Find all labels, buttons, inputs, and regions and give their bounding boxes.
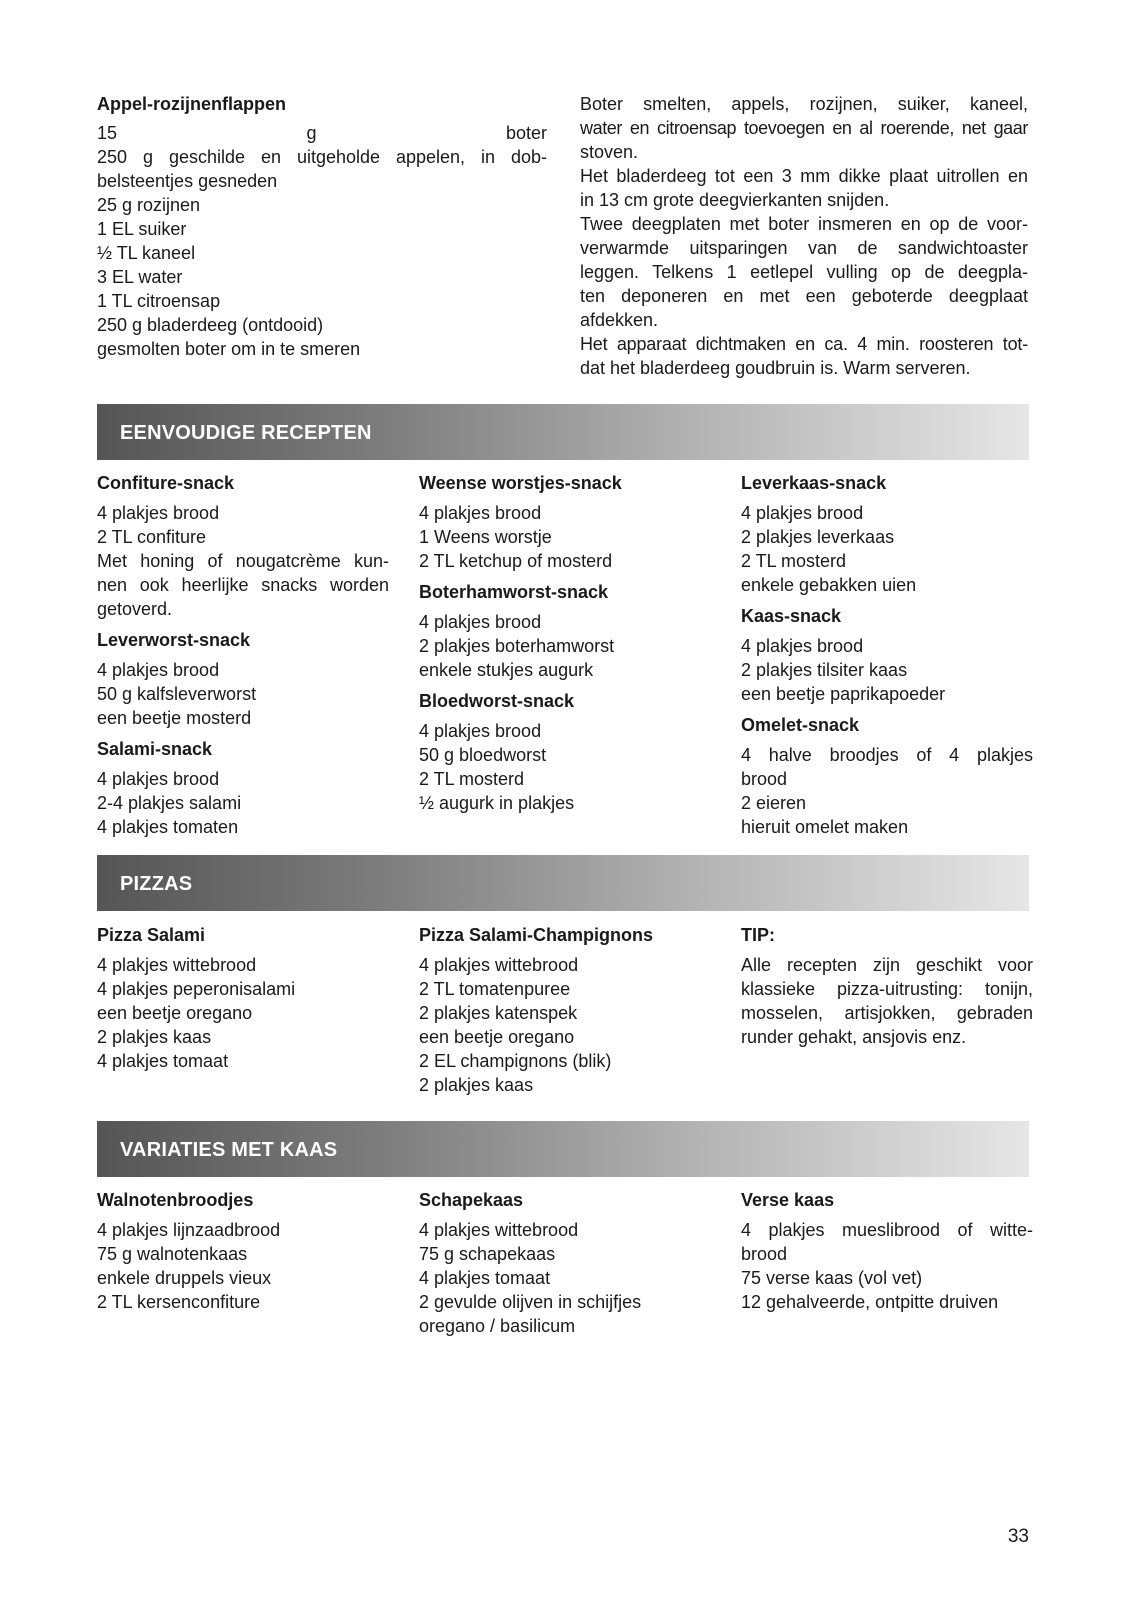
tip-line: Alle recepten zijn geschikt voor [741, 955, 1033, 975]
ingredient-line: enkele stukjes augurk [419, 660, 594, 680]
ingredient-line: 4 plakjes brood [419, 612, 542, 632]
recipe-title: Bloedworst-snack [419, 691, 575, 711]
ingredient-line: 2 plakjes katenspek [419, 1003, 578, 1023]
instruction-line: in 13 cm grote deegvierkanten snijden. [580, 190, 890, 210]
recipe-title: Weense worstjes-snack [419, 473, 622, 493]
recipe-title: Kaas-snack [741, 606, 842, 626]
instruction-line: afdekken. [580, 310, 659, 330]
ingredient-line: 4 plakjes brood [97, 660, 220, 680]
recipe-column-2 [419, 471, 711, 822]
section-heading: EENVOUDIGE RECEPTEN [120, 422, 372, 444]
recipe-kaas-snack [741, 604, 1033, 706]
section-heading: PIZZAS [120, 873, 193, 895]
ingredient-line: 4 plakjes tomaat [97, 1051, 229, 1071]
recipe-bloedworst-snack [419, 689, 711, 815]
instruction-line: water en citroensap toevoegen en al roerende, net gaar [580, 118, 1028, 138]
ingredient-line: 2 TL mosterd [741, 551, 847, 571]
ingredient-line: 2 plakjes kaas [97, 1027, 212, 1047]
ingredient-line: 4 plakjes lijnzaadbrood [97, 1220, 281, 1240]
ingredient-line: 1 EL suiker [97, 219, 187, 239]
ingredient-line: 2 plakjes kaas [419, 1075, 534, 1095]
ingredient-line: gesmolten boter om in te smeren [97, 339, 361, 359]
recipe-title: Confiture-snack [97, 473, 235, 493]
ingredient-line: 1 Weens worstje [419, 527, 552, 547]
ingredient-line: enkele gebakken uien [741, 575, 917, 595]
ingredient-line: 4 plakjes brood [419, 503, 542, 523]
recipe-pizza-salami [97, 923, 389, 1073]
instruction-line: Twee deegplaten met boter insmeren en op de voor- [580, 214, 1028, 234]
instruction-line: Boter smelten, appels, rozijnen, suiker, kaneel, [580, 94, 1028, 114]
ingredient-line: 2-4 plakjes salami [97, 793, 242, 813]
ingredient-line: 50 g bloedworst [419, 745, 547, 765]
ingredient-line: een beetje oregano [97, 1003, 253, 1023]
ingredient-line: brood [741, 1244, 788, 1264]
ingredient-line: 4 plakjes tomaten [97, 817, 239, 837]
recipe-title: Schapekaas [419, 1190, 524, 1210]
recipe-title: Walnotenbroodjes [97, 1190, 254, 1210]
instruction-line: ten deponeren en met een geboterde deegplaat [580, 286, 1028, 306]
recipe-column-3 [741, 1188, 1033, 1321]
ingredient-line: 2 eieren [741, 793, 807, 813]
ingredient-line: 4 plakjes wittebrood [419, 1220, 579, 1240]
recipe-leverkaas-snack [741, 471, 1033, 597]
recipe-leverworst-snack [97, 628, 389, 730]
recipe-title: Leverworst-snack [97, 630, 251, 650]
ingredient-line: 4 plakjes brood [741, 503, 864, 523]
recipe-salami-snack [97, 737, 389, 839]
section-header-pizzas [97, 855, 1029, 911]
ingredient-line: 4 plakjes peperonisalami [97, 979, 296, 999]
recipe-title: Leverkaas-snack [741, 473, 887, 493]
ingredient-line: enkele druppels vieux [97, 1268, 272, 1288]
recipe-verse-kaas [741, 1188, 1033, 1314]
ingredient-line: 2 TL ketchup of mosterd [419, 551, 613, 571]
ingredient-line: 50 g kalfsleverworst [97, 684, 257, 704]
ingredient-line: 2 TL mosterd [419, 769, 525, 789]
ingredient-line: 4 plakjes brood [741, 636, 864, 656]
ingredient-line: 4 halve broodjes of 4 plakjes [741, 745, 1033, 765]
recipe-column-2 [419, 1188, 711, 1345]
ingredient-line: Met honing of nougatcrème kun- [97, 551, 389, 571]
ingredient-line: 3 EL water [97, 267, 183, 287]
instruction-line: Het bladerdeeg tot een 3 mm dikke plaat uitrollen en [580, 166, 1028, 186]
recipe-confiture-snack [97, 471, 389, 621]
recipe-weense-worstjes-snack [419, 471, 711, 573]
recipe-title: Pizza Salami [97, 925, 206, 945]
ingredient-line: 25 g rozijnen [97, 195, 201, 215]
ingredient-line: belsteentjes gesneden [97, 171, 278, 191]
tip-column [741, 923, 1033, 1056]
section-header-variaties-met-kaas [97, 1121, 1029, 1177]
tip-line: klassieke pizza-uitrusting: tonijn, [741, 979, 1033, 999]
recipe-column-1 [97, 471, 389, 846]
ingredient-line: 75 g schapekaas [419, 1244, 556, 1264]
instruction-line: leggen. Telkens 1 eetlepel vulling op de deegpla- [580, 262, 1028, 282]
ingredient-line: 4 plakjes mueslibrood of witte- [741, 1220, 1033, 1240]
intro-ingredients-block [97, 92, 547, 361]
recipe-walnotenbroodjes [97, 1188, 389, 1314]
ingredient-line: 4 plakjes brood [97, 769, 220, 789]
ingredient-line: 2 EL champignons (blik) [419, 1051, 612, 1071]
tip-title: TIP: [741, 925, 775, 945]
ingredient-line: een beetje oregano [419, 1027, 575, 1047]
ingredient-line: brood [741, 769, 788, 789]
recipe-omelet-snack [741, 713, 1033, 839]
ingredient-line: 2 TL kersenconfiture [97, 1292, 261, 1312]
instruction-line: dat het bladerdeeg goudbruin is. Warm serveren. [580, 358, 971, 378]
recipe-title: Verse kaas [741, 1190, 835, 1210]
tip-line: runder gehakt, ansjovis enz. [741, 1027, 967, 1047]
ingredient-line: een beetje mosterd [97, 708, 252, 728]
instruction-line: stoven. [580, 142, 639, 162]
ingredient-line: oregano / basilicum [419, 1316, 576, 1336]
ingredient-line: 4 plakjes wittebrood [97, 955, 257, 975]
tip-line: mosselen, artisjokken, gebraden [741, 1003, 1033, 1023]
recipe-column-2 [419, 923, 711, 1104]
ingredient-line: 2 plakjes leverkaas [741, 527, 895, 547]
ingredient-line: 2 TL confiture [97, 527, 207, 547]
ingredient-line: ½ augurk in plakjes [419, 793, 575, 813]
intro-instructions-block [580, 92, 1028, 380]
recipe-title: Omelet-snack [741, 715, 860, 735]
recipe-title: Appel-rozijnenflappen [97, 94, 286, 114]
ingredient-line: 2 plakjes boterhamworst [419, 636, 615, 656]
recipe-title: Boterhamworst-snack [419, 582, 609, 602]
ingredient-line: nen ook heerlijke snacks worden [97, 575, 389, 595]
recipe-column-3 [741, 471, 1033, 846]
ingredient-line: 2 TL tomatenpuree [419, 979, 571, 999]
section-header-eenvoudige-recepten [97, 404, 1029, 460]
ingredient-line: 4 plakjes tomaat [419, 1268, 551, 1288]
section-heading: VARIATIES MET KAAS [120, 1139, 338, 1161]
instruction-line: Het apparaat dichtmaken en ca. 4 min. roosteren tot- [580, 334, 1028, 354]
ingredient-line: 75 g walnotenkaas [97, 1244, 248, 1264]
recipe-title: Salami-snack [97, 739, 213, 759]
recipe-title: Pizza Salami-Champignons [419, 925, 654, 945]
ingredient-line: ½ TL kaneel [97, 243, 196, 263]
recipe-boterhamworst-snack [419, 580, 711, 682]
recipe-schapekaas [419, 1188, 711, 1338]
instruction-line: verwarmde uitsparingen van de sandwichtoaster [580, 238, 1028, 258]
ingredient-line: 250 g geschilde en uitgeholde appelen, in dob- [97, 147, 547, 167]
ingredient-line: 4 plakjes wittebrood [419, 955, 579, 975]
ingredient-line: 1 TL citroensap [97, 291, 221, 311]
ingredient-line: 250 g bladerdeeg (ontdooid) [97, 315, 324, 335]
ingredient-line: een beetje paprikapoeder [741, 684, 946, 704]
ingredient-line: getoverd. [97, 599, 173, 619]
ingredient-line: 2 gevulde olijven in schijfjes [419, 1292, 642, 1312]
tip-box [741, 923, 1033, 1049]
recipe-column-1 [97, 923, 389, 1080]
ingredient-line: 15 g boter [97, 123, 547, 143]
ingredient-line: 4 plakjes brood [419, 721, 542, 741]
ingredient-line: 75 verse kaas (vol vet) [741, 1268, 923, 1288]
ingredient-line: 12 gehalveerde, ontpitte druiven [741, 1292, 999, 1312]
ingredient-line: hieruit omelet maken [741, 817, 909, 837]
recipe-pizza-salami-champignons [419, 923, 711, 1097]
recipe-column-1 [97, 1188, 389, 1321]
ingredient-line: 4 plakjes brood [97, 503, 220, 523]
page-number: 33 [1007, 1526, 1029, 1547]
ingredient-line: 2 plakjes tilsiter kaas [741, 660, 908, 680]
